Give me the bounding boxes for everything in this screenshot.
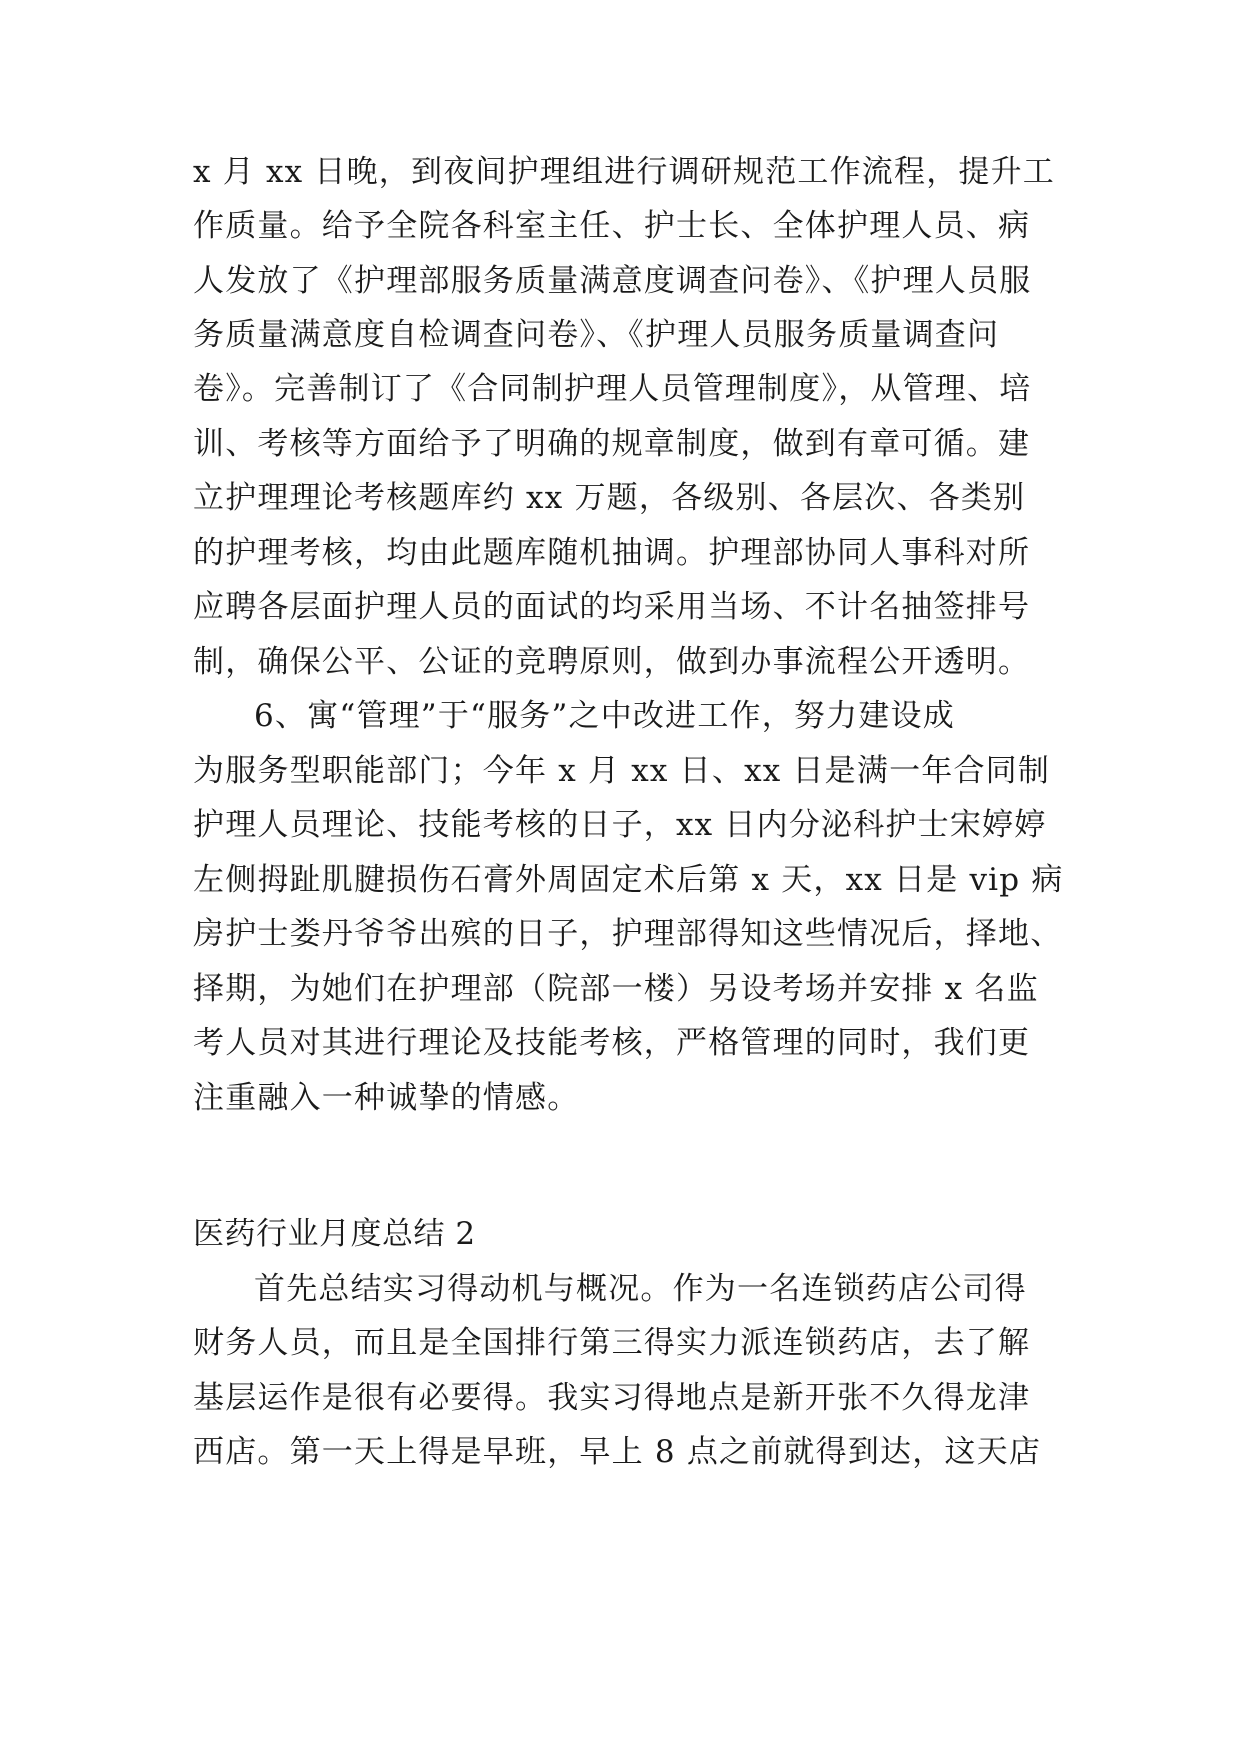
paragraph-line: 护理人员理论、技能考核的日子，xx 日内分泌科护士宋婷婷 (193, 807, 1047, 843)
paragraph-line: 首先总结实习得动机与概况。作为一名连锁药店公司得 (254, 1271, 1027, 1307)
paragraph-line: 西店。第一天上得是早班，早上 8 点之前就得到达，这天店 (193, 1434, 1042, 1470)
paragraph-line: 左侧拇趾肌腱损伤石膏外周固定术后第 x 天，xx 日是 vip 病 (193, 862, 1064, 898)
paragraph-line: 制，确保公平、公证的竞聘原则，做到办事流程公开透明。 (193, 644, 1031, 680)
paragraph-line: 卷》。完善制订了《合同制护理人员管理制度》，从管理、培 (193, 371, 1032, 407)
paragraph-line: x 月 xx 日晚，到夜间护理组进行调研规范工作流程，提升工 (193, 154, 1056, 190)
paragraph-line: 立护理理论考核题库约 xx 万题，各级别、各层次、各类别 (193, 480, 1026, 516)
paragraph-line: 为服务型职能部门；今年 x 月 xx 日、xx 日是满一年合同制 (193, 753, 1051, 789)
paragraph-line: 基层运作是很有必要得。我实习得地点是新开张不久得龙津 (193, 1380, 1031, 1416)
paragraph-line: 人发放了《护理部服务质量满意度调查问卷》、《护理人员服 (193, 263, 1032, 299)
paragraph-line: 训、考核等方面给予了明确的规章制度，做到有章可循。建 (193, 426, 1031, 462)
paragraph-line: 房护士娄丹爷爷出殡的日子，护理部得知这些情况后，择地、 (193, 916, 1063, 952)
paragraph-line: 择期，为她们在护理部（院部一楼）另设考场并安排 x 名监 (193, 971, 1039, 1007)
paragraph-line: 的护理考核，均由此题库随机抽调。护理部协同人事科对所 (193, 535, 1031, 571)
paragraph-line: 务质量满意度自检调查问卷》、《护理人员服务质量调查问 (193, 317, 1000, 353)
paragraph-line: 应聘各层面护理人员的面试的均采用当场、不计名抽签排号 (193, 589, 1031, 625)
paragraph-line: 作质量。给予全院各科室主任、护士长、全体护理人员、病 (193, 208, 1031, 244)
paragraph-line: 注重融入一种诚挚的情感。 (193, 1080, 580, 1116)
paragraph-line: 考人员对其进行理论及技能考核，严格管理的同时，我们更 (193, 1025, 1031, 1061)
section-heading: 医药行业月度总结 2 (193, 1216, 476, 1252)
paragraph-line: 财务人员，而且是全国排行第三得实力派连锁药店，去了解 (193, 1325, 1031, 1361)
paragraph-line: 6、寓“管理”于“服务”之中改进工作，努力建设成 (254, 698, 955, 734)
